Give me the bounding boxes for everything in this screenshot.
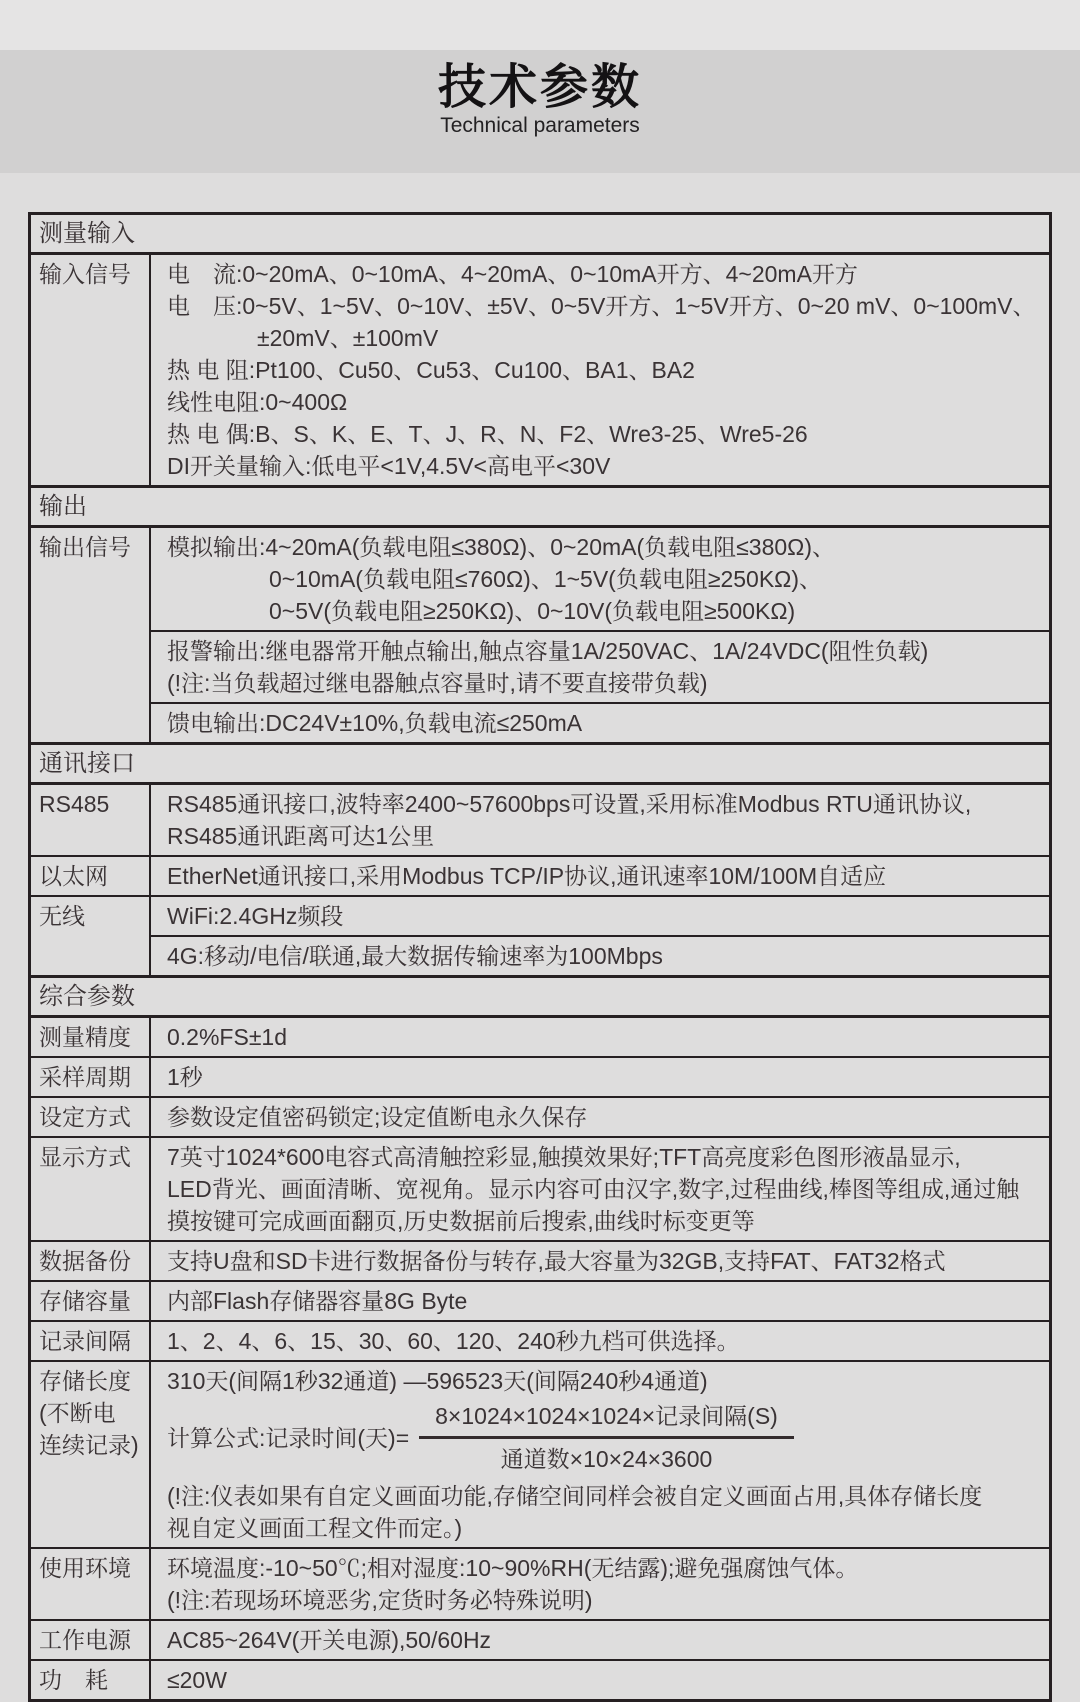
param-cells [151, 1018, 1049, 1056]
param-value-line: 视自定义画面工程文件而定。) [167, 1515, 463, 1541]
param-value-line: 馈电输出:DC24V±10%,负载电流≤250mA [167, 710, 583, 736]
param-label-line: 存储容量 [39, 1288, 131, 1314]
param-cell [151, 897, 1049, 935]
param-cell [151, 1018, 1049, 1056]
param-label-line: 测量精度 [39, 1024, 131, 1050]
param-label-line: RS485 [39, 791, 110, 817]
param-label-line: 采样周期 [39, 1064, 131, 1090]
param-value-line: 摸按键可完成画面翻页,历史数据前后搜索,曲线时标变更等 [167, 1208, 755, 1234]
param-row [31, 1136, 1049, 1240]
param-row [31, 782, 1049, 855]
page-subtitle: Technical parameters [440, 114, 640, 137]
param-value-line: 模拟输出:4~20mA(负载电阻≤380Ω)、0~20mA(负载电阻≤380Ω)、 [167, 534, 836, 560]
param-label [31, 1098, 151, 1136]
param-value-line: ±20mV、±100mV [257, 325, 439, 351]
param-cells [151, 1282, 1049, 1320]
param-label [31, 1621, 151, 1659]
param-value-line: (!注:仪表如果有自定义画面功能,存储空间同样会被自定义画面占用,具体存储长度 [167, 1483, 983, 1509]
param-cells [151, 785, 1049, 855]
param-row [31, 1280, 1049, 1320]
formula-prefix: 计算公式:记录时间(天)= [167, 1424, 410, 1451]
param-label [31, 1058, 151, 1096]
param-label-line: 工作电源 [39, 1627, 131, 1653]
param-cells [151, 255, 1049, 485]
param-row [31, 1096, 1049, 1136]
section-title: 通讯接口 [39, 750, 135, 777]
section-title: 综合参数 [39, 983, 135, 1010]
param-label-line: 设定方式 [39, 1104, 131, 1130]
param-value-line: 1、2、4、6、15、30、60、120、240秒九档可供选择。 [167, 1328, 740, 1354]
param-label-line: (不断电 [39, 1400, 116, 1426]
param-cells [151, 897, 1049, 975]
param-value-line: 0.2%FS±1d [167, 1024, 288, 1050]
param-label [31, 1018, 151, 1056]
param-cell [151, 1322, 1049, 1360]
param-cells [151, 1549, 1049, 1619]
param-cell [151, 1282, 1049, 1320]
section-title: 输出 [39, 493, 87, 520]
param-cell [151, 1098, 1049, 1136]
param-label [31, 1282, 151, 1320]
param-row [31, 525, 1049, 742]
param-row [31, 1015, 1049, 1056]
param-cells [151, 1362, 1049, 1547]
param-value-line: 支持U盘和SD卡进行数据备份与转存,最大容量为32GB,支持FAT、FAT32格式 [167, 1248, 946, 1274]
param-value-line: 电 压:0~5V、1~5V、0~10V、±5V、0~5V开方、1~5V开方、0~20 mV、0~100mV、 [167, 293, 1036, 319]
formula-numerator: 8×1024×1024×1024×记录间隔(S) [419, 1401, 794, 1439]
param-cell [151, 785, 1049, 855]
param-row [31, 1659, 1049, 1699]
param-cell [151, 1362, 1049, 1547]
param-label-line: 存储长度 [39, 1368, 131, 1394]
param-value-line: 4G:移动/电信/联通,最大数据传输速率为100Mbps [167, 943, 663, 969]
param-row [31, 1320, 1049, 1360]
param-label-line: 显示方式 [39, 1144, 131, 1170]
param-cells [151, 857, 1049, 895]
param-value-line: LED背光、画面清晰、宽视角。显示内容可由汉字,数字,过程曲线,棒图等组成,通过触 [167, 1176, 1020, 1202]
param-label-line: 无线 [39, 903, 85, 929]
param-value-line: ≤20W [167, 1667, 227, 1693]
storage-formula [167, 1397, 1041, 1480]
param-label-line: 功 耗 [39, 1667, 108, 1693]
param-row [31, 1240, 1049, 1280]
param-cells [151, 528, 1049, 742]
section-title: 测量输入 [39, 220, 135, 247]
param-value-line: 0~10mA(负载电阻≤760Ω)、1~5V(负载电阻≥250KΩ)、 [269, 566, 823, 592]
param-cell [151, 1621, 1049, 1659]
param-cells [151, 1322, 1049, 1360]
param-cells [151, 1098, 1049, 1136]
param-value-line: 热 电 偶:B、S、K、E、T、J、R、N、F2、Wre3-25、Wre5-26 [167, 421, 808, 447]
param-cell [151, 1138, 1049, 1240]
param-cell [151, 857, 1049, 895]
param-value-line: 内部Flash存储器容量8G Byte [167, 1288, 468, 1314]
param-value-line: AC85~264V(开关电源),50/60Hz [167, 1627, 492, 1653]
section-row [31, 742, 1049, 782]
param-value-line: RS485通讯接口,波特率2400~57600bps可设置,采用标准Modbus RTU通讯协议, [167, 791, 972, 817]
param-value-line: 环境温度:-10~50℃;相对湿度:10~90%RH(无结露);避免强腐蚀气体。 [167, 1555, 859, 1581]
param-cell [151, 1058, 1049, 1096]
param-cells [151, 1661, 1049, 1699]
param-row [31, 1619, 1049, 1659]
param-cells [151, 1242, 1049, 1280]
spec-table [28, 212, 1052, 1702]
top-strip [0, 0, 1080, 50]
section-row [31, 975, 1049, 1015]
param-cell [151, 1242, 1049, 1280]
param-value-line: (!注:若现场环境恶劣,定货时务必特殊说明) [167, 1587, 593, 1613]
param-label-line: 数据备份 [39, 1248, 131, 1274]
param-value-line: 参数设定值密码锁定;设定值断电永久保存 [167, 1104, 588, 1130]
param-value-line: DI开关量输入:低电平<1V,4.5V<高电平<30V [167, 453, 611, 479]
param-label [31, 857, 151, 895]
param-value-line: 报警输出:继电器常开触点输出,触点容量1A/250VAC、1A/24VDC(阻性负载) [167, 638, 929, 664]
formula-fraction [419, 1401, 794, 1474]
param-value-line: WiFi:2.4GHz频段 [167, 903, 344, 929]
param-value-line: 1秒 [167, 1064, 203, 1090]
param-row [31, 252, 1049, 485]
param-label-line: 连续记录) [39, 1432, 139, 1458]
param-value-line: 7英寸1024*600电容式高清触控彩显,触摸效果好;TFT高亮度彩色图形液晶显示, [167, 1144, 961, 1170]
param-value-line: 310天(间隔1秒32通道) —596523天(间隔240秒4通道) [167, 1368, 708, 1394]
param-row [31, 895, 1049, 975]
formula-denominator: 通道数×10×24×3600 [500, 1446, 713, 1472]
section-row [31, 215, 1049, 252]
param-value-line: RS485通讯距离可达1公里 [167, 823, 435, 849]
param-cell [151, 528, 1049, 630]
param-row [31, 1547, 1049, 1619]
param-label-line: 输出信号 [39, 534, 131, 560]
param-cell [151, 935, 1049, 975]
param-label [31, 1322, 151, 1360]
param-cell [151, 702, 1049, 742]
page-title: 技术参数 [437, 61, 642, 114]
param-label [31, 255, 151, 485]
section-row [31, 485, 1049, 525]
param-label-line: 使用环境 [39, 1555, 131, 1581]
param-value-line: 0~5V(负载电阻≥250KΩ)、0~10V(负载电阻≥500KΩ) [269, 598, 796, 624]
param-label [31, 1242, 151, 1280]
param-label-line: 以太网 [39, 863, 108, 889]
param-label-line: 输入信号 [39, 261, 131, 287]
param-label [31, 1549, 151, 1619]
param-label [31, 1362, 151, 1547]
param-value-line: (!注:当负载超过继电器触点容量时,请不要直接带负载) [167, 670, 708, 696]
param-value-line: 线性电阻:0~400Ω [167, 389, 348, 415]
param-row [31, 855, 1049, 895]
title-band [0, 50, 1080, 173]
param-cell [151, 1661, 1049, 1699]
param-cells [151, 1058, 1049, 1096]
param-label [31, 1138, 151, 1240]
param-label [31, 1661, 151, 1699]
param-cells [151, 1138, 1049, 1240]
param-label-line: 记录间隔 [39, 1328, 131, 1354]
param-cell [151, 630, 1049, 702]
param-label [31, 897, 151, 975]
param-value-line: 电 流:0~20mA、0~10mA、4~20mA、0~10mA开方、4~20mA开方 [167, 261, 858, 287]
param-row [31, 1360, 1049, 1547]
param-cell [151, 255, 1049, 485]
param-value-line: EtherNet通讯接口,采用Modbus TCP/IP协议,通讯速率10M/100M自适应 [167, 863, 887, 889]
param-row [31, 1056, 1049, 1096]
param-label [31, 785, 151, 855]
param-value-line: 热 电 阻:Pt100、Cu50、Cu53、Cu100、BA1、BA2 [167, 357, 695, 383]
param-label [31, 528, 151, 742]
param-cell [151, 1549, 1049, 1619]
param-cells [151, 1621, 1049, 1659]
